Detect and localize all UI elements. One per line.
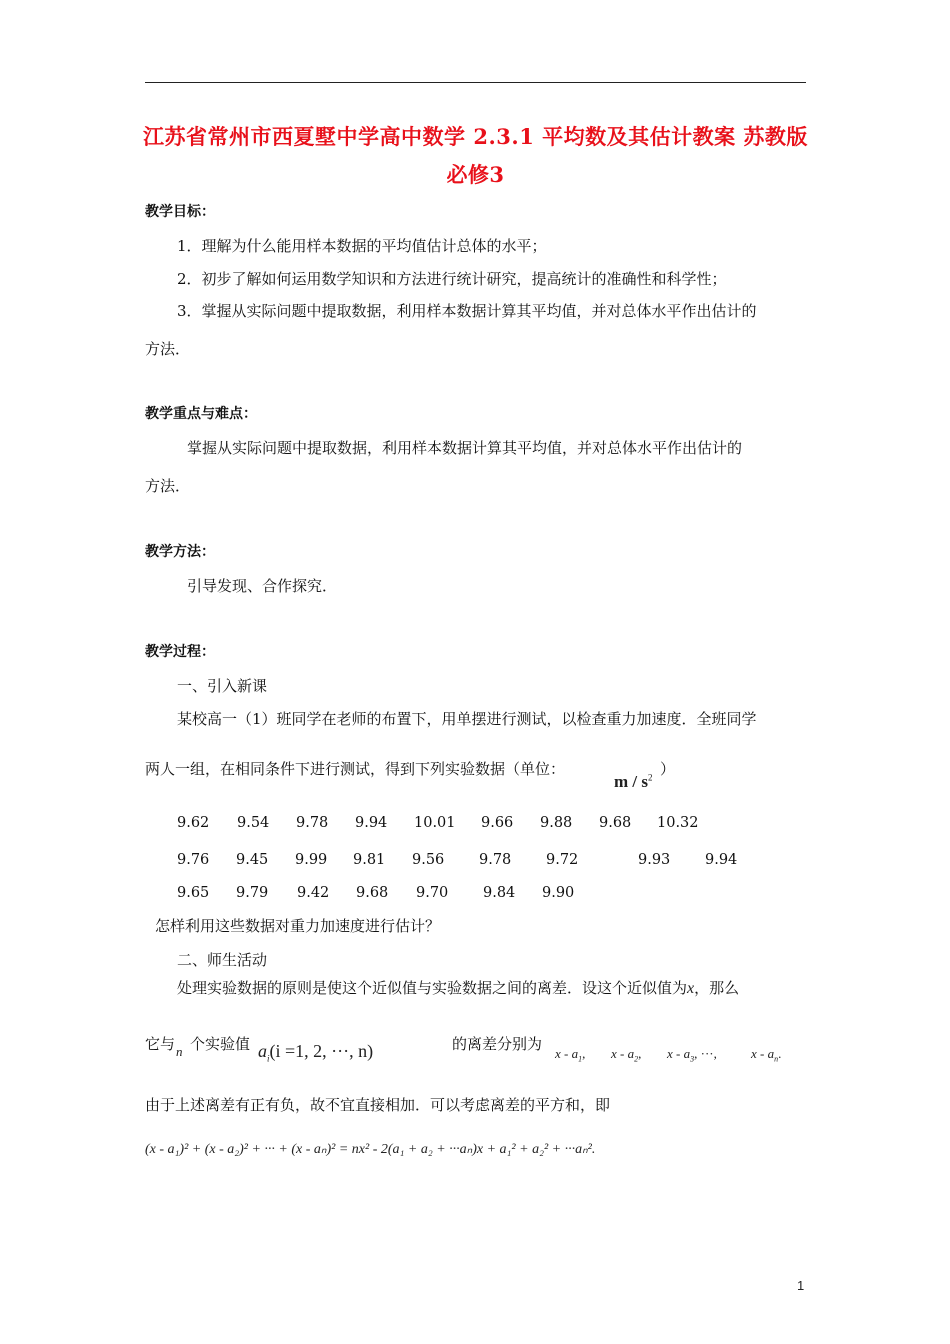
key-points-line-2: 方法． xyxy=(145,477,191,495)
objectives-heading: 教学目标： xyxy=(145,204,215,220)
objective-item-3-cont: 方法． xyxy=(145,340,191,358)
data-row-3-value: 9.70 xyxy=(416,885,449,901)
diff-3: x - $a_3$, ···, xyxy=(667,1046,717,1064)
ai-symbol: a xyxy=(258,1041,267,1061)
unit-text: m / s xyxy=(614,772,648,791)
part1-line-2: 两人一组，在相同条件下进行测试，得到下列实验数据（单位： xyxy=(145,760,566,778)
data-row-3-value: 9.79 xyxy=(236,885,269,901)
unit-ms xyxy=(614,772,653,792)
diff-n-sub: n xyxy=(774,1054,779,1064)
data-row-2-value: 9.81 xyxy=(353,852,386,868)
diff-1-text: x - a xyxy=(555,1046,579,1061)
data-row-1-value: 10.32 xyxy=(657,815,699,831)
data-row-2-value: 9.94 xyxy=(705,852,738,868)
part1-line-1: 某校高一（1）班同学在老师的布置下，用单摆进行测试，以检查重力加速度．全班同学 xyxy=(177,710,757,728)
data-row-1-value: 9.78 xyxy=(296,815,329,831)
part2-line-3: 由于上述离差有正有负，故不宜直接相加．可以考虑离差的平方和，即 xyxy=(145,1096,611,1114)
diff-1-sub: 1 xyxy=(578,1054,583,1064)
header-rule xyxy=(145,82,806,83)
part2-line-1-text: 处理实验数据的原则是使这个近似值与实验数据之间的离差．设这个近似值为 xyxy=(177,979,688,997)
part2-line-1-end: ，那么 xyxy=(694,979,740,997)
data-row-1-value: 9.94 xyxy=(355,815,388,831)
diff-3-sub: 3 xyxy=(690,1054,695,1064)
data-row-1-value: 9.88 xyxy=(540,815,573,831)
part1-title: 一、引入新课 xyxy=(177,677,268,695)
ai-expression xyxy=(258,1041,373,1064)
data-row-2-value: 9.72 xyxy=(546,852,579,868)
ai-subscript: i xyxy=(267,1053,270,1064)
methods-heading: 教学方法： xyxy=(145,544,215,560)
diff-2-sub: 2 xyxy=(634,1054,639,1064)
document-title: 江苏省常州市西夏墅中学高中数学 2.3.1 平均数及其估计教案 苏教版必修3 xyxy=(143,124,808,187)
data-row-3-value: 9.84 xyxy=(483,885,516,901)
data-row-2-value: 9.93 xyxy=(638,852,671,868)
part2-line-2-c: 的离差分别为 xyxy=(452,1035,543,1053)
process-heading: 教学过程： xyxy=(145,644,215,660)
data-row-3-value: 9.68 xyxy=(356,885,389,901)
ai-range: (i =1, 2, ···, n) xyxy=(269,1041,374,1061)
var-x: x xyxy=(687,980,695,997)
data-row-3-value: 9.42 xyxy=(297,885,330,901)
data-row-1-value: 9.62 xyxy=(177,815,210,831)
unit-exponent: 2 xyxy=(648,772,653,783)
data-row-2-value: 9.56 xyxy=(412,852,445,868)
sum-of-squares-formula: (x - a₁)² + (x - a₂)² + ··· + (x - aₙ)² = nx² - 2(a₁ + a₂ + ···aₙ)x + a₁² + a₂² + ···aₙ². xyxy=(145,1142,596,1157)
key-points-heading: 教学重点与难点： xyxy=(145,406,257,422)
unit-close-paren: ） xyxy=(660,760,676,778)
var-n: n xyxy=(176,1044,183,1059)
part2-line-1 xyxy=(177,978,739,999)
diff-2: x - $a_2$, xyxy=(611,1046,642,1064)
part2-line-2-b: 个实验值 xyxy=(190,1035,251,1053)
diff-3-text: x - a xyxy=(667,1046,691,1061)
key-points-line-1: 掌握从实际问题中提取数据，利用样本数据计算其平均值，并对总体水平作出估计的 xyxy=(187,439,743,457)
data-row-3-value: 9.90 xyxy=(542,885,575,901)
diff-2-text: x - a xyxy=(611,1046,635,1061)
data-row-1-value: 9.66 xyxy=(481,815,514,831)
objective-item-2: 2．初步了解如何运用数学知识和方法进行统计研究，提高统计的准确性和科学性； xyxy=(177,270,727,288)
data-row-3-value: 9.65 xyxy=(177,885,210,901)
page-number: 1 xyxy=(797,1278,805,1293)
data-row-2-value: 9.45 xyxy=(236,852,269,868)
methods-text: 引导发现、合作探究． xyxy=(187,577,338,595)
part2-line-2-a: 它与 xyxy=(145,1035,176,1053)
diff-n-text: x - a xyxy=(751,1046,775,1061)
part2-title: 二、师生活动 xyxy=(177,951,268,969)
diff-n: x - $a_n$. xyxy=(751,1046,782,1064)
data-row-2-value: 9.99 xyxy=(295,852,328,868)
data-row-1-value: 9.68 xyxy=(599,815,632,831)
objective-item-1: 1．理解为什么能用样本数据的平均值估计总体的水平； xyxy=(177,237,547,255)
diff-1: x - $a_1$, xyxy=(555,1046,586,1064)
part1-question: 怎样利用这些数据对重力加速度进行估计？ xyxy=(155,917,441,935)
objective-item-3: 3．掌握从实际问题中提取数据，利用样本数据计算其平均值，并对总体水平作出估计的 xyxy=(177,302,757,320)
data-row-2-value: 9.78 xyxy=(479,852,512,868)
data-row-2-value: 9.76 xyxy=(177,852,210,868)
data-row-1-value: 10.01 xyxy=(414,815,456,831)
data-row-1-value: 9.54 xyxy=(237,815,270,831)
